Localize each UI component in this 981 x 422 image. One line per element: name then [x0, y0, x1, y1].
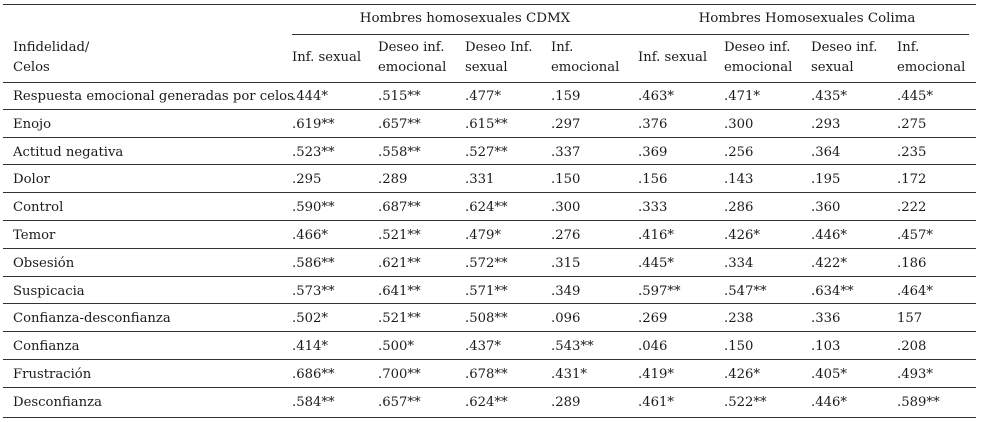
table-cell: .678**	[465, 367, 508, 382]
row-header-label: Celos	[13, 60, 50, 75]
table-cell: .590**	[292, 200, 335, 215]
table-cell: .621**	[378, 256, 421, 271]
table-cell: .276	[551, 228, 581, 243]
row-divider	[3, 248, 976, 249]
table-cell: .657**	[378, 117, 421, 132]
column-header: Inf. sexual	[638, 50, 708, 65]
row-label: Desconfianza	[13, 395, 102, 410]
table-cell: .597**	[638, 284, 681, 299]
table-cell: .238	[724, 311, 754, 326]
row-label: Temor	[13, 228, 56, 243]
table-cell: .624**	[465, 395, 508, 410]
row-label: Obsesión	[13, 256, 75, 271]
table-cell: .464*	[897, 284, 933, 299]
table-cell: .634**	[811, 284, 854, 299]
table-cell: .657**	[378, 395, 421, 410]
table-cell: .414*	[292, 339, 328, 354]
table-cell: .416*	[638, 228, 674, 243]
table-cell: .463*	[638, 89, 674, 104]
table-cell: .446*	[811, 228, 847, 243]
table-cell: .508**	[465, 311, 508, 326]
table-cell: .624**	[465, 200, 508, 215]
table-cell: .461*	[638, 395, 674, 410]
table-cell: .457*	[897, 228, 933, 243]
row-divider	[3, 220, 976, 221]
table-cell: .584**	[292, 395, 335, 410]
table-cell: .364	[811, 145, 841, 160]
table-cell: .547**	[724, 284, 767, 299]
table-cell: .293	[811, 117, 841, 132]
table-cell: .687**	[378, 200, 421, 215]
row-divider	[3, 137, 976, 138]
column-header: emocional	[897, 60, 966, 75]
column-header: emocional	[724, 60, 793, 75]
table-cell: .615**	[465, 117, 508, 132]
row-header-label: Infidelidad/	[13, 40, 90, 55]
table-cell: .405*	[811, 367, 847, 382]
column-header: sexual	[811, 60, 854, 75]
table-cell: .333	[638, 200, 668, 215]
table-cell: .445*	[638, 256, 674, 271]
table-cell: .477*	[465, 89, 501, 104]
table-cell: .256	[724, 145, 754, 160]
group-header-rule	[292, 34, 969, 35]
table-cell: .369	[638, 145, 668, 160]
table-cell: .275	[897, 117, 927, 132]
table-cell: .295	[292, 172, 322, 187]
table-cell: .446*	[811, 395, 847, 410]
table-cell: .573**	[292, 284, 335, 299]
table-cell: .289	[551, 395, 581, 410]
table-cell: .466*	[292, 228, 328, 243]
table-cell: .522**	[724, 395, 767, 410]
table-cell: .186	[897, 256, 927, 271]
table-cell: .431*	[551, 367, 587, 382]
table-cell: .422*	[811, 256, 847, 271]
table-cell: .502*	[292, 311, 328, 326]
table-cell: .479*	[465, 228, 501, 243]
table-cell: .150	[551, 172, 581, 187]
row-label: Suspicacia	[13, 284, 85, 299]
table-cell: .208	[897, 339, 927, 354]
table-cell: .334	[724, 256, 754, 271]
column-header: Inf.	[551, 40, 574, 55]
table-cell: .143	[724, 172, 754, 187]
table-cell: .376	[638, 117, 668, 132]
table-cell: .269	[638, 311, 668, 326]
row-label: Enojo	[13, 117, 52, 132]
table-top-rule	[3, 4, 976, 5]
table-cell: .235	[897, 145, 927, 160]
header-bottom-rule	[3, 82, 976, 83]
table-cell: .543**	[551, 339, 594, 354]
row-divider	[3, 109, 976, 110]
table-cell: .619**	[292, 117, 335, 132]
group-title: Hombres homosexuales CDMX	[359, 11, 571, 26]
table-cell: .521**	[378, 311, 421, 326]
table-cell: .527**	[465, 145, 508, 160]
table-cell: .337	[551, 145, 581, 160]
row-label: Confianza	[13, 339, 80, 354]
table-cell: .360	[811, 200, 841, 215]
table-cell: .426*	[724, 367, 760, 382]
table-cell: .286	[724, 200, 754, 215]
table-cell: .349	[551, 284, 581, 299]
table-cell: .096	[551, 311, 581, 326]
row-label: Frustración	[13, 367, 92, 382]
table-cell: .300	[551, 200, 581, 215]
table-cell: .686**	[292, 367, 335, 382]
table-cell: .523**	[292, 145, 335, 160]
table-cell: .172	[897, 172, 927, 187]
table-cell: 157	[897, 311, 923, 326]
row-divider	[3, 303, 976, 304]
table-cell: .493*	[897, 367, 933, 382]
row-divider	[3, 276, 976, 277]
table-cell: .435*	[811, 89, 847, 104]
table-cell: .558**	[378, 145, 421, 160]
table-cell: .419*	[638, 367, 674, 382]
row-divider	[3, 192, 976, 193]
table-cell: .315	[551, 256, 581, 271]
row-divider	[3, 164, 976, 165]
table-cell: .521**	[378, 228, 421, 243]
group-title: Hombres Homosexuales Colima	[698, 11, 916, 26]
table-cell: .331	[465, 172, 495, 187]
table-cell: .426*	[724, 228, 760, 243]
row-divider	[3, 387, 976, 388]
table-cell: .159	[551, 89, 581, 104]
table-cell: .297	[551, 117, 581, 132]
table-bottom-rule	[3, 417, 976, 418]
row-label: Dolor	[13, 172, 50, 187]
table-cell: .437*	[465, 339, 501, 354]
table-cell: .150	[724, 339, 754, 354]
column-header: Deseo inf.	[811, 40, 878, 55]
row-divider	[3, 331, 976, 332]
row-label: Actitud negativa	[13, 145, 124, 160]
table-cell: .500*	[378, 339, 414, 354]
table-cell: .103	[811, 339, 841, 354]
column-header: emocional	[551, 60, 620, 75]
table-cell: .046	[638, 339, 668, 354]
table-cell: .195	[811, 172, 841, 187]
table-cell: .471*	[724, 89, 760, 104]
table-cell: .586**	[292, 256, 335, 271]
table-cell: .300	[724, 117, 754, 132]
row-label: Respuesta emocional generadas por celos	[13, 89, 294, 104]
table-cell: .515**	[378, 89, 421, 104]
table-cell: .289	[378, 172, 408, 187]
table-cell: .572**	[465, 256, 508, 271]
row-label: Confianza-desconfianza	[13, 311, 171, 326]
table-cell: .444*	[292, 89, 328, 104]
table-cell: .222	[897, 200, 927, 215]
table-cell: .700**	[378, 367, 421, 382]
table-cell: .445*	[897, 89, 933, 104]
table-cell: .156	[638, 172, 668, 187]
column-header: Deseo Inf.	[465, 40, 533, 55]
column-header: Deseo inf.	[724, 40, 791, 55]
row-label: Control	[13, 200, 64, 215]
column-header: Inf.	[897, 40, 920, 55]
column-header: emocional	[378, 60, 447, 75]
column-header: sexual	[465, 60, 508, 75]
column-header: Inf. sexual	[292, 50, 362, 65]
table-cell: .336	[811, 311, 841, 326]
table-cell: .641**	[378, 284, 421, 299]
row-divider	[3, 359, 976, 360]
table-cell: .589**	[897, 395, 940, 410]
table-cell: .571**	[465, 284, 508, 299]
column-header: Deseo inf.	[378, 40, 445, 55]
